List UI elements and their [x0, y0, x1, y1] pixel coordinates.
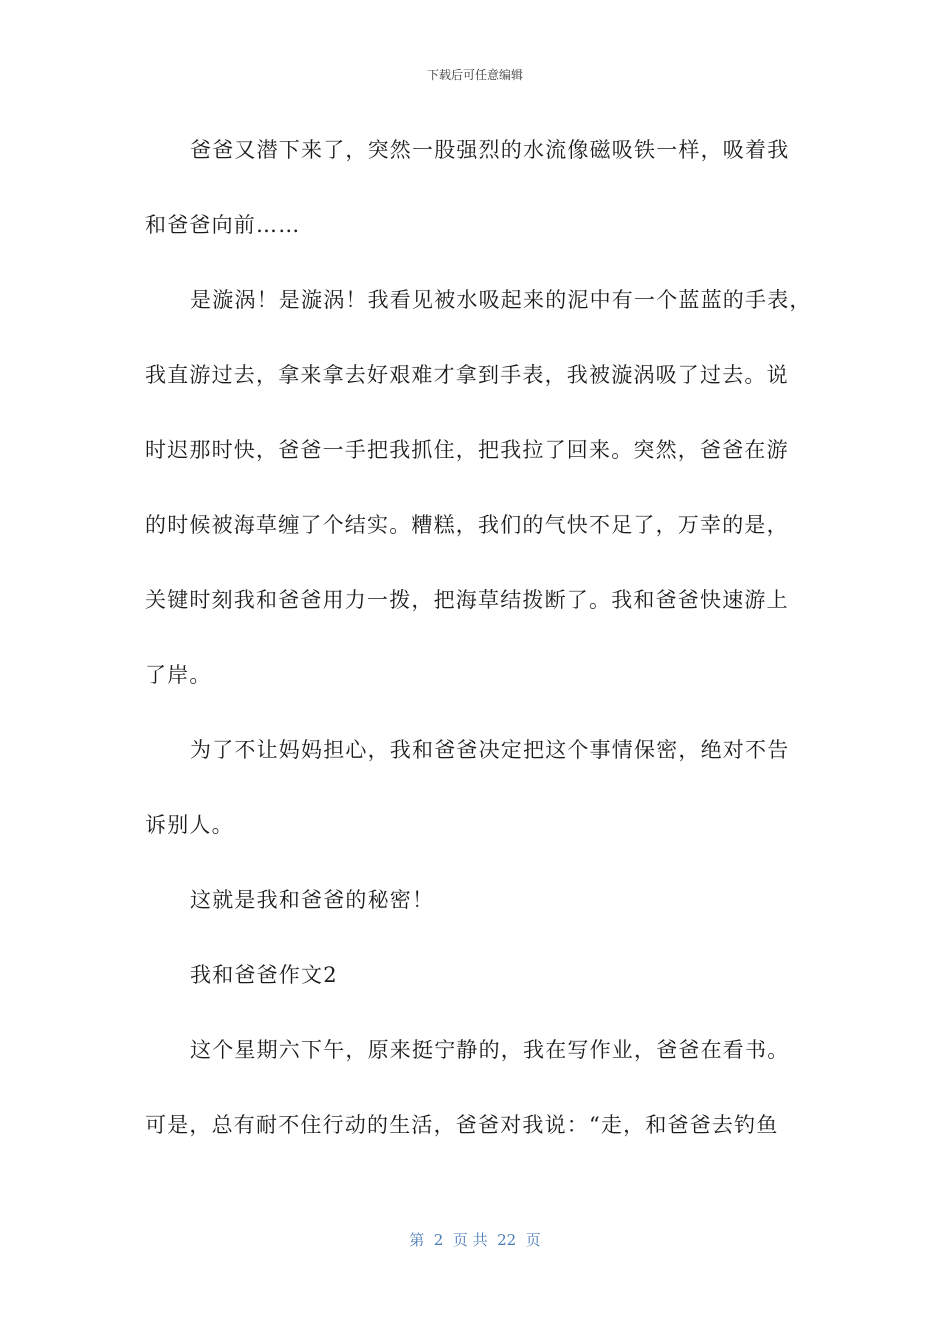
- paragraph-line: 关键时刻我和爸爸用力一拨，把海草结拨断了。我和爸爸快速游上: [145, 588, 789, 612]
- paragraph-line: 爸爸又潜下来了，突然一股强烈的水流像磁吸铁一样，吸着我: [190, 138, 790, 162]
- paragraph-line: 可是，总有耐不住行动的生活，爸爸对我说：“走，和爸爸去钓鱼: [145, 1113, 779, 1137]
- paragraph-line: 诉别人。: [145, 813, 234, 837]
- paragraph-line: 和爸爸向前……: [145, 213, 301, 237]
- paragraph-line: 为了不让妈妈担心，我和爸爸决定把这个事情保密，绝对不告: [190, 738, 790, 762]
- paragraph-line: 时迟那时快，爸爸一手把我抓住，把我拉了回来。突然，爸爸在游: [145, 438, 789, 462]
- paragraph-line: 的时候被海草缠了个结实。糟糕，我们的气快不足了，万幸的是，: [145, 513, 789, 537]
- paragraph-line: 这个星期六下午，原来挺宁静的，我在写作业，爸爸在看书。: [190, 1038, 790, 1062]
- paragraph-line: 是漩涡！是漩涡！我看见被水吸起来的泥中有一个蓝蓝的手表，: [190, 288, 812, 312]
- page-header-note: 下载后可任意编辑: [426, 68, 523, 82]
- page-number: 第 2 页 共 22 页: [409, 1231, 541, 1249]
- section-heading: 我和爸爸作文2: [190, 963, 338, 987]
- paragraph-line: 这就是我和爸爸的秘密！: [190, 888, 435, 912]
- paragraph-line: 我直游过去，拿来拿去好艰难才拿到手表，我被漩涡吸了过去。说: [145, 363, 789, 387]
- paragraph-line: 了岸。: [145, 663, 212, 687]
